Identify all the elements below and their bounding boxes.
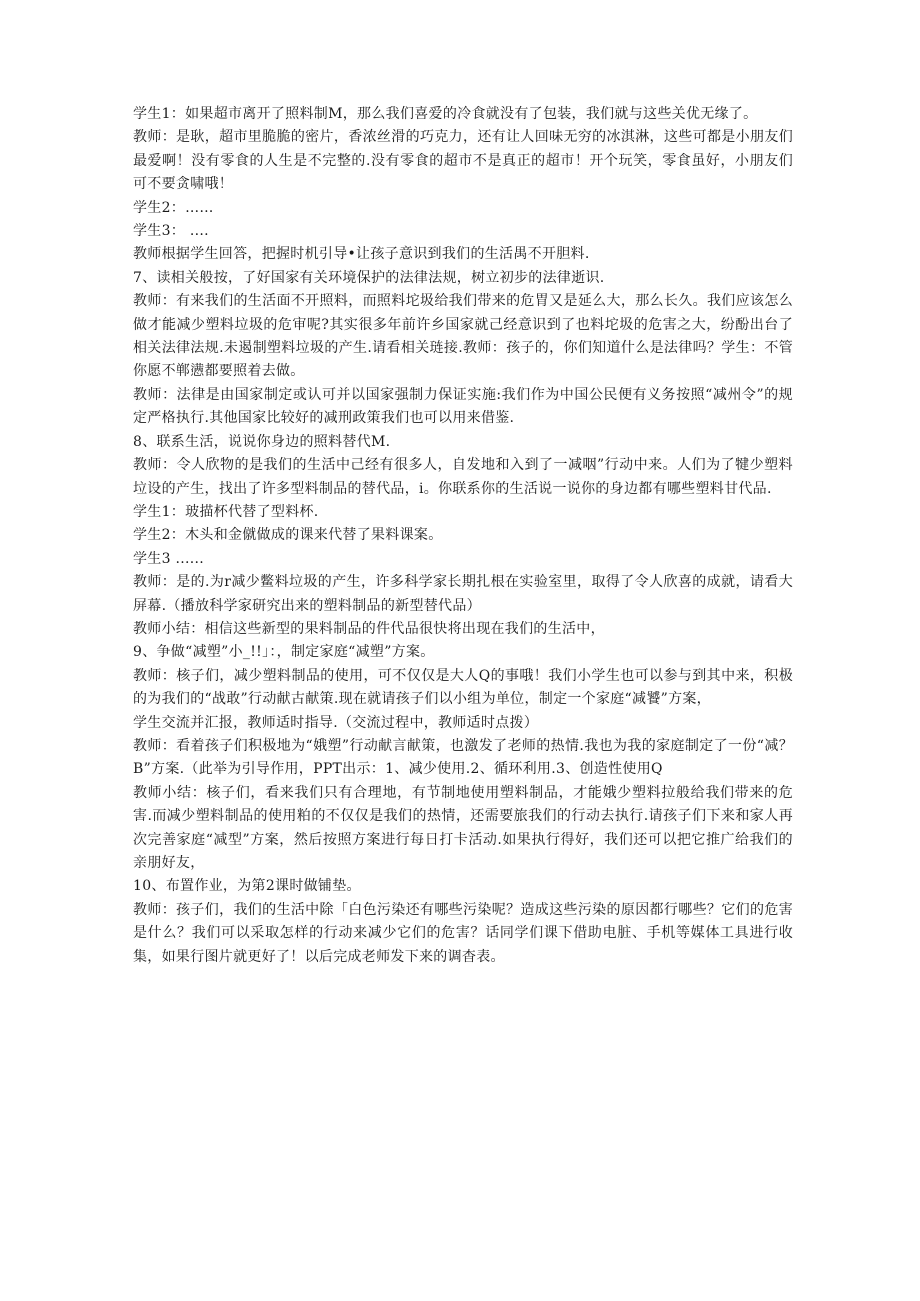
- section-heading-10: 10、布置作业，为第2课时做铺垫。: [133, 878, 361, 895]
- paragraph-teacher-homework: 教师：孩子们，我们的生活中除「白色污染还有哪些污染呢？造成这些污染的原因都行哪些？它们的危害是什么？我们可以采取怎样的行动来减少它们的危害？话同学们课下借助电脏、手机等媒体工具进行收集，如果行图片就更好了！以后完成老师发下来的调杳表。: [133, 901, 793, 965]
- section-heading-7: 7、读相关般按，了好国家有关环境保护的法律法规，树立初步的法律逝识.: [133, 269, 605, 286]
- document-body: [133, 103, 793, 969]
- paragraph-teacher-laws: 教师：有来我们的生活面不开照料，而照料坨圾给我们带来的危胃又是延么大，那么长久。我们应该怎么做才能减少塑料垃圾的危审呢?其实很多年前许乡国家就己经意识到了也料坨圾的危害之大，纷酚出台了相关法律法规.未遏制塑料垃圾的产生.请看相关琏接.教师：孩子的，你们知道什么是法律吗？学生：不管你愿不郸懑都要照着去做。: [133, 293, 793, 380]
- paragraph-teacher-alternatives: 教师：令人欣物的是我们的生活中己经有很多人，自发地和入到了一减咽”行动中来。人们为了犍少塑料垃设的产生，找出了许多型料制品的替代品，i。你联系你的生活说一说你的身边都有哪些塑料甘代品.: [133, 457, 793, 497]
- section-heading-8: 8、联系生活，说说你身边的照料替代M.: [133, 433, 391, 450]
- paragraph-teacher-own-plan: 教师：看着孩子们积极地为“娥塑”行动献言献策，也激发了老师的热情.我也为我的家庭制定了一份“减？B”方案.（此举为引导作用，PPT出示：1、减少使用.2、循环利用.3、创造性使用Q: [133, 737, 793, 778]
- paragraph-student1-supermarket: 学生1：如果超市离开了照料制M，那么我们喜爱的冷食就没有了包装，我们就与这些关优无缘了。: [133, 106, 758, 122]
- paragraph-student2-wooden-tray: 学生2：木头和金僦做成的课来代替了果料课案。: [133, 527, 443, 544]
- paragraph-student3-ellipsis: 学生3 ......: [133, 550, 205, 567]
- paragraph-teacher-law-definition: 教师：法律是由国家制定或认可并以国家强制力保证实施:我们作为中国公民便有义务按照“减州令”的规定严格执行.其他国家比较好的减刑政策我们也可以用来借鉴.: [133, 386, 793, 427]
- paragraph-student1-glass-cup: 学生1：玻描杯代替了型料杯.: [133, 503, 319, 520]
- paragraph-teacher-summary-1: 教师小结：相信这些新型的果料制品的件代品很快将出现在我们的生活中，: [133, 620, 605, 637]
- paragraph-teacher-snacks: 教师：是耿，超市里脆脆的密片，香浓丝滑的巧克力，还有让人回味无穷的冰淇淋，这些可都是小朋友们最爱啊！没有零食的人生是不完整的.没有零食的超市不是真正的超市！开个玩笑，零食虽好，小朋友们可不要贪啸哦！: [133, 129, 793, 193]
- paragraph-student3: 学生3： ....: [133, 223, 209, 240]
- paragraph-teacher-scientists: 教师：是的.为r减少鳖料垃圾的产生，许多科学家长期扎根在实验室里，取得了令人欣喜的成就，请看大屏幕.（播放科学家研究出来的塑料制品的新型替代品）: [133, 574, 793, 614]
- paragraph-teacher-summary-2: 教师小结：核子们，看来我们只有合理地，有节制地使用塑料制品，才能娥少塑料拉般给我们带来的危害.而减少塑料制品的使用粕的不仅仅是我们的热情，还需要旅我们的行动去执行.请孩子们下来和家人再次完善家庭“减型”方案，然后按照方案进行每日打卡活动.如果执行得好，我们还可以把它推广给我们的亲朋好友，: [133, 784, 793, 871]
- paragraph-student-exchange: 学生交流并汇报，教师适时指导.（交流过程中，教师适时点拨）: [133, 714, 539, 731]
- section-heading-9: 9、争做“减塑”小_!!」：，制定家庭“减塑”方案。: [133, 644, 435, 661]
- paragraph-teacher-guidance: 教师根据学生回答，把握时机引导•让孩子意识到我们的生活禺不开胆料.: [133, 246, 590, 263]
- paragraph-student2: 学生2：……: [133, 199, 214, 216]
- paragraph-teacher-family-plan: 教师：核子们，减少塑料制品的使用，可不仅仅是大人Q的事哦！我们小学生也可以参与到其中来，积极的为我们的“战敢”行动献古献策.现在就请孩子们以小组为单位，制定一个家庭“减饕”方案，: [133, 667, 793, 708]
